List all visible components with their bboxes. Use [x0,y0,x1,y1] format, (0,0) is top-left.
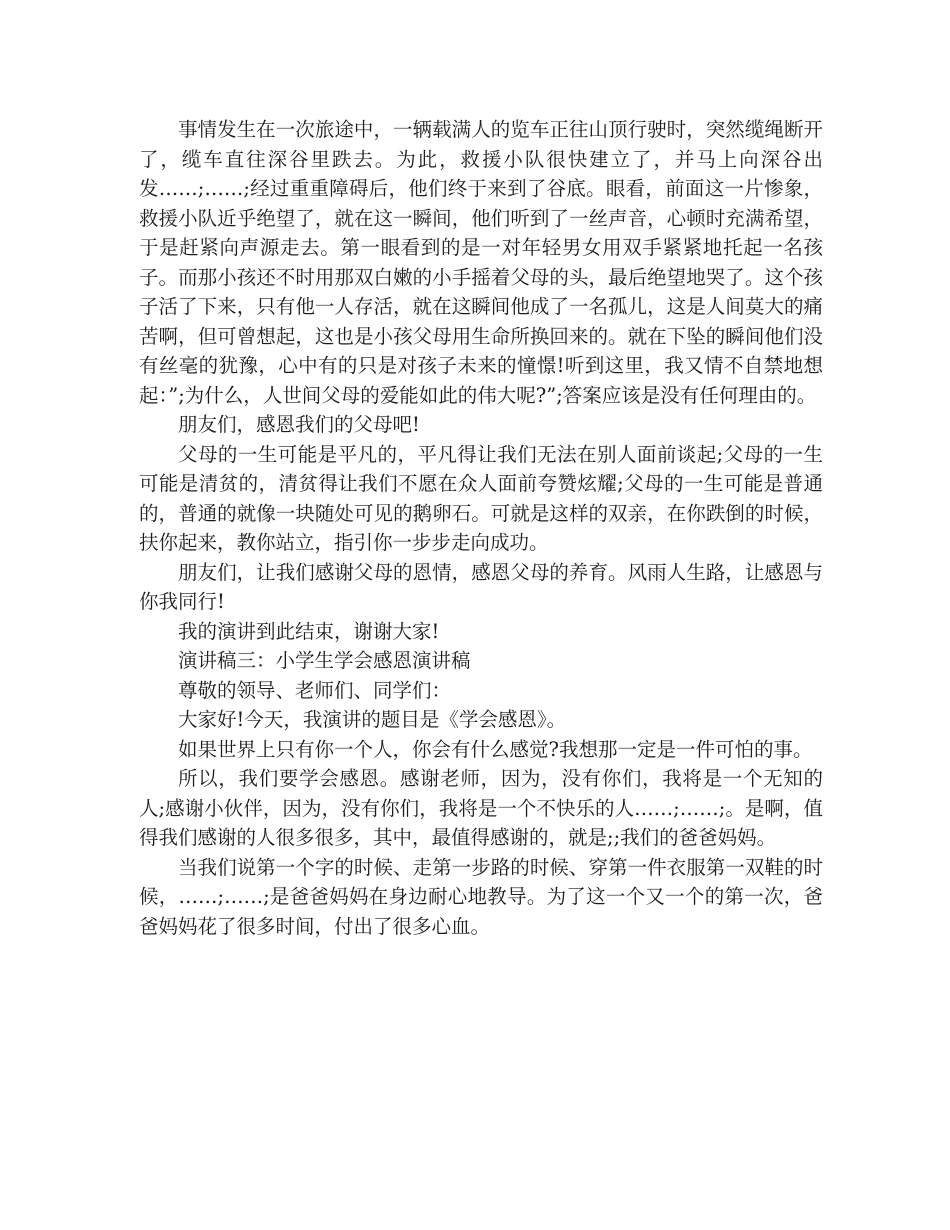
paragraph-greeting-topic: 大家好!今天，我演讲的题目是《学会感恩》。 [178,708,567,731]
paragraph-walk-together: 朋友们，让我们感谢父母的恩情，感恩父母的养育。风雨人生路，让感恩与你我同行! [139,560,823,613]
paragraph-salutation: 尊敬的领导、老师们、同学们： [178,678,452,702]
paragraph-alone-in-world: 如果世界上只有你一个人，你会有什么感觉?我想那一定是一件可怕的事。 [178,737,813,761]
paragraph-learn-gratitude: 所以，我们要学会感恩。感谢老师，因为，没有你们，我将是一个无知的人;感谢小伙伴，因为，没有你们，我将是一个不快乐的人……;……;。是啊，值得我们感谢的人很多很多，其中，最值得感谢的，就是;;我们的爸爸妈妈。 [139,767,823,849]
section-heading: 演讲稿三：小学生学会感恩演讲稿 [178,649,471,672]
paragraph-speech-end: 我的演讲到此结束，谢谢大家! [178,619,440,643]
document-body [139,115,823,941]
paragraph-first-times: 当我们说第一个字的时候、走第一步路的时候、穿第一件衣服第一双鞋的时候，……;……;是爸爸妈妈在身边耐心地教导。为了这一个又一个的第一次，爸爸妈妈花了很多时间，付出了很多心血。 [139,855,823,938]
paragraph-thank-parents: 朋友们，感恩我们的父母吧! [178,413,420,436]
paragraph-accident-story: 事情发生在一次旅途中，一辆载满人的览车正往山顶行驶时，突然缆绳断开了，缆车直往深谷里跌去。为此，救援小队很快建立了，并马上向深谷出发……;……;经过重重障碍后，他们终于来到了谷底。眼看，前面这一片惨象，救援小队近乎绝望了，就在这一瞬间，他们听到了一丝声音，心顿时充满希望，于是赶紧向声源走去。第一眼看到的是一对年轻男女用双手紧紧地托起一名孩子。而那小孩还不时用那双白嫩的小手摇着父母的头，最后绝望地哭了。这个孩子活了下来，只有他一人存活，就在这瞬间他成了一名孤儿，这是人间莫大的痛苦啊，但可曾想起，这也是小孩父母用生命所换回来的。就在下坠的瞬间他们没有丝毫的犹豫，心中有的只是对孩子未来的憧憬!听到这里，我又情不自禁地想起：”;为什么，人世间父母的爱能如此的伟大呢?”;答案应该是没有任何理由的。 [139,118,823,407]
paragraph-ordinary-parents: 父母的一生可能是平凡的，平凡得让我们无法在别人面前谈起;父母的一生可能是清贫的，清贫得让我们不愿在众人面前夸赞炫耀;父母的一生可能是普通的，普通的就像一块随处可见的鹅卵石。可就是这样的双亲，在你跌倒的时候，扶你起来，教你站立，指引你一步步走向成功。 [139,442,823,554]
